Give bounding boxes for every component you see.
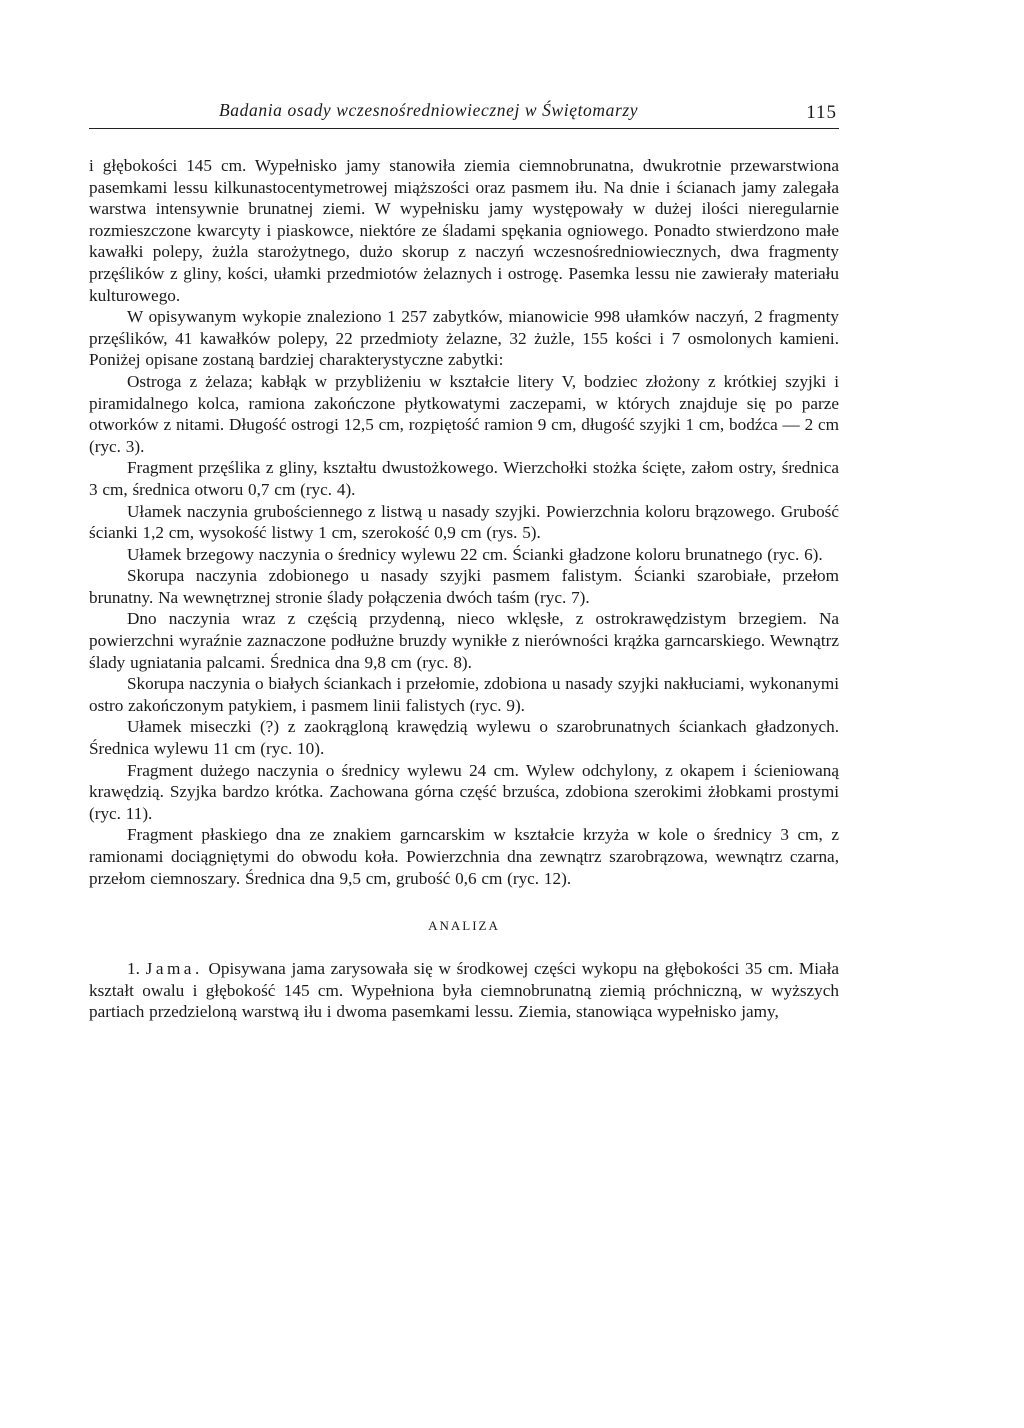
page-number: 115 — [806, 102, 837, 123]
analysis-paragraph — [89, 958, 839, 1023]
paragraph: Ostroga z żelaza; kabłąk w przybliżeniu w kształcie litery V, bodziec złożony z krótkiej szyjki i piramidalnego kolca, ramiona zakończone płytkowatymi zaczepami, w których znajduje się po parze otworków z nitami. Długość ostrogi 12,5 cm, rozpiętość ramion 9 cm, długość szyjki 1 cm, bodźca — 2 cm (ryc. 3). — [89, 371, 839, 456]
analysis-item-label: Jama. — [145, 959, 203, 979]
document-page — [89, 98, 839, 1023]
running-title: Badania osady wczesnośredniowiecznej w Świętomarzy — [219, 100, 639, 120]
paragraph: Ułamek naczynia grubościennego z listwą u nasady szyjki. Powierzchnia koloru brązowego. Grubość ścianki 1,2 cm, wysokość listwy 1 cm, szerokość 0,9 cm (rys. 5). — [89, 501, 839, 543]
paragraph: Ułamek miseczki (?) z zaokrągloną krawędzią wylewu o szarobrunatnych ściankach gładzonych. Średnica wylewu 11 cm (ryc. 10). — [89, 717, 839, 759]
section-heading: ANALIZA — [428, 918, 500, 934]
analysis-item-text: Opisywana jama zarysowała się w środkowej części wykopu na głębokości 35 cm. Miała kształt owalu i głębokość 145 cm. Wypełniona była ciemnobrunatną ziemią próchniczną, w wyższych partiach przedzieloną warstwą iłu i dwoma pasemkami lessu. Ziemia, stanowiąca wypełnisko jamy, — [89, 959, 840, 1022]
paragraph: Skorupa naczynia o białych ściankach i przełomie, zdobiona u nasady szyjki nakłuciami, wykonanymi ostro zakończonym patykiem, i pasmem linii falistych (ryc. 9). — [89, 674, 839, 715]
running-header — [89, 98, 839, 129]
paragraph: Fragment dużego naczynia o średnicy wylewu 24 cm. Wylew odchylony, z okapem i ścieniowaną krawędzią. Szyjka bardzo krótka. Zachowana górna część brzuśca, zdobiona szerokimi żłobkami prostymi (ryc. 11). — [89, 760, 839, 823]
paragraph: W opisywanym wykopie znaleziono 1 257 zabytków, mianowicie 998 ułamków naczyń, 2 fragmenty przęślików, 41 kawałków polepy, 22 przedmioty żelazne, 32 żużle, 155 kości i 7 osmolonych kamieni. Poniżej opisane zostaną bardziej charakterystyczne zabytki: — [89, 307, 839, 370]
paragraph: Fragment płaskiego dna ze znakiem garncarskim w kształcie krzyża w kole o średnicy 3 cm, z ramionami dociągniętymi do obwodu koła. Powierzchnia dna zewnątrz szarobrązowa, wewnątrz czarna, przełom ciemnoszary. Średnica dna 9,5 cm, grubość 0,6 cm (ryc. 12). — [89, 825, 839, 888]
paragraph: i głębokości 145 cm. Wypełnisko jamy stanowiła ziemia ciemnobrunatna, dwukrotnie przewarstwiona pasemkami lessu kilkunastocentymetrowej miąższości oraz pasmem iłu. Na dnie i ścianach jamy zalegała warstwa intensywnie brunatnej ziemi. W wypełnisku jamy występowały w dużej ilości nieregularnie rozmieszczone kwarcyty i piaskowce, niektóre ze śladami spękania ogniowego. Ponadto stwierdzono małe kawałki polepy, żużla starożytnego, dużo skorup z naczyń wczesnośredniowiecznych, dwa fragmenty przęślików z gliny, kości, ułamki przedmiotów żelaznych i ostrogę. Pasemka lessu nie zawierały materiału kulturowego. — [89, 156, 839, 305]
paragraph: Skorupa naczynia zdobionego u nasady szyjki pasmem falistym. Ścianki szarobiałe, przełom brunatny. Na wewnętrznej stronie ślady połączenia dwóch taśm (ryc. 7). — [89, 566, 839, 607]
body-text — [89, 155, 839, 889]
paragraph: Ułamek brzegowy naczynia o średnicy wylewu 22 cm. Ścianki gładzone koloru brunatnego (ryc. 6). — [127, 544, 823, 564]
paragraph: Fragment przęślika z gliny, kształtu dwustożkowego. Wierzchołki stożka ścięte, załom ostry, średnica 3 cm, średnica otworu 0,7 cm (ryc. 4). — [89, 458, 839, 499]
analysis-item-number: 1. — [127, 959, 140, 979]
paragraph: Dno naczynia wraz z częścią przydenną, nieco wklęsłe, z ostrokrawędzistym brzegiem. Na powierzchni wyraźnie zaznaczone podłużne bruzdy wynikłe z nierówności krążka garncarskiego. Wewnątrz ślady ugniatania palcami. Średnica dna 9,8 cm (ryc. 8). — [89, 609, 839, 672]
